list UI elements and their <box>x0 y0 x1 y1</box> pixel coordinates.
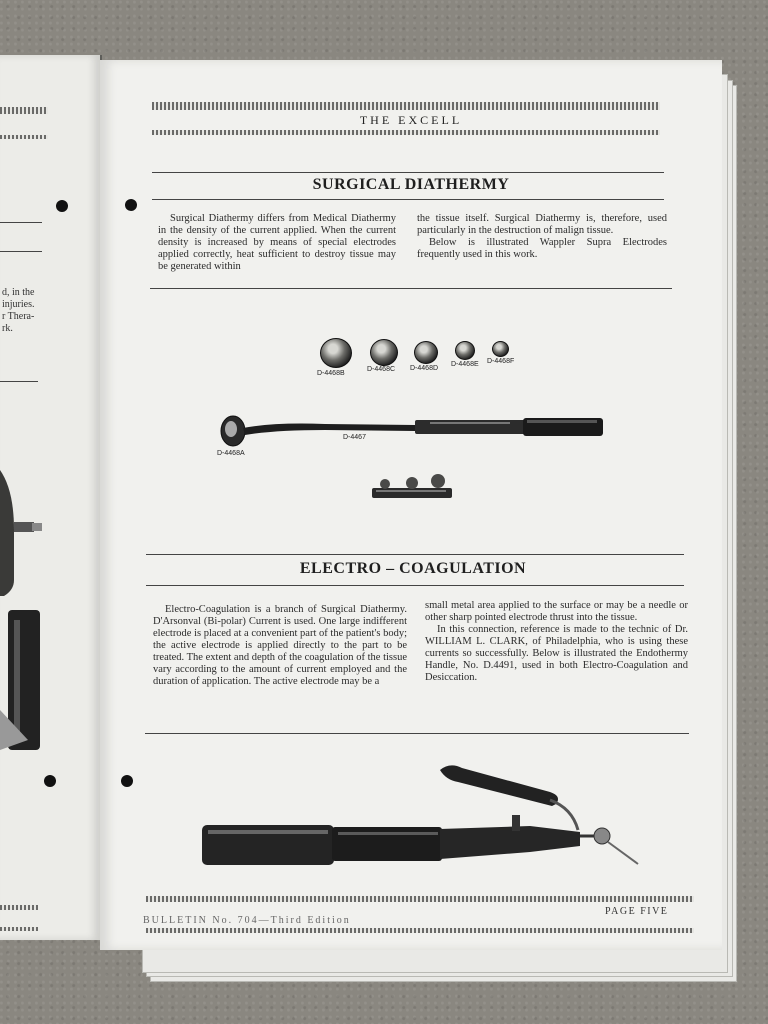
paragraph: In this connection, reference is made to the technic of Dr. WILLIAM L. CLARK, of Philadelphia, who is using these currents so successfully. Below is illustrated the Endothermy Handle, No. D.4491, used in both Electro-Coagulation and Desiccation. <box>425 624 688 683</box>
page-number: PAGE FIVE <box>605 906 669 917</box>
binder-hole <box>56 200 68 212</box>
divider <box>0 222 42 223</box>
divider <box>152 199 664 200</box>
electrode-head <box>414 341 438 364</box>
paragraph: the tissue itself. Surgical Diathermy is, therefore, used particularly in the destruction of malign tissue. <box>417 213 667 236</box>
binder-hole <box>44 775 56 787</box>
coagulation-right-column <box>425 600 688 684</box>
divider <box>145 733 689 734</box>
binder-hole <box>125 199 137 211</box>
divider <box>146 585 684 586</box>
footer-decorative-band <box>146 896 694 902</box>
paragraph: small metal area applied to the surface or may be a needle or other sharp pointed electrode thrust into the tissue. <box>425 600 688 623</box>
part-label: D-4468D <box>410 365 439 372</box>
decorative-band <box>0 107 48 114</box>
part-label: D-4468A <box>217 450 245 457</box>
section-title: SURGICAL DIATHERMY <box>312 176 510 193</box>
electrode-head <box>492 341 509 357</box>
electrode-head <box>320 338 352 368</box>
divider <box>152 172 664 173</box>
decorative-band <box>0 135 48 139</box>
left-page <box>0 55 102 940</box>
part-label: D-4467 <box>343 434 366 441</box>
decorative-band <box>0 905 38 910</box>
electrode-head <box>370 339 398 366</box>
paragraph: Electro-Coagulation is a branch of Surgical Diathermy. D'Arsonval (Bi-polar) Current is used. One large indifferent electrode is placed at a convenient part of the patient's body; the active electrode is applied directly to the part to be treated. The extent and depth of the coagulation of the tissue vary according to the amount of current employed and the duration of application. The active electrode may be a <box>153 604 407 687</box>
left-page-text: rk. <box>2 323 13 334</box>
electrode-handle-illustration <box>215 408 610 450</box>
paragraph: Below is illustrated Wappler Supra Electrodes frequently used in this work. <box>417 237 667 260</box>
endothermy-handle-illustration <box>200 760 650 870</box>
page-header-title: THE EXCELL <box>359 113 463 127</box>
divider <box>0 251 42 252</box>
right-page <box>100 60 722 950</box>
bulletin-edition: BULLETIN No. 704—Third Edition <box>143 915 351 926</box>
left-page-text: d, in the <box>2 287 35 298</box>
divider <box>0 381 38 382</box>
part-label: D-4468B <box>317 370 345 377</box>
left-page-text: r Thera- <box>2 311 35 322</box>
divider <box>146 554 684 555</box>
part-label: D-4468F <box>487 358 515 365</box>
decorative-band <box>0 927 38 931</box>
part-label: D-4468C <box>367 366 396 373</box>
left-page-text: injuries. <box>2 299 35 310</box>
binder-hole <box>121 775 133 787</box>
apparatus-illustration <box>0 470 60 750</box>
paragraph: Surgical Diathermy differs from Medical Diathermy in the density of the current applied. When the current density is increased by means of special electrodes applied correctly, heat sufficient to destroy tissue may be generated within <box>158 213 396 272</box>
coagulation-left-column <box>153 604 407 688</box>
part-label: D-4468E <box>451 361 479 368</box>
footer-decorative-band <box>146 928 694 933</box>
header-decorative-band <box>152 130 660 135</box>
electrode-head <box>455 341 475 360</box>
diathermy-right-column <box>417 213 667 261</box>
diathermy-left-column <box>158 213 396 273</box>
header-decorative-band <box>152 102 660 110</box>
electrode-holder-illustration <box>370 472 456 502</box>
divider <box>150 288 672 289</box>
section-title: ELECTRO – COAGULATION <box>299 560 527 577</box>
